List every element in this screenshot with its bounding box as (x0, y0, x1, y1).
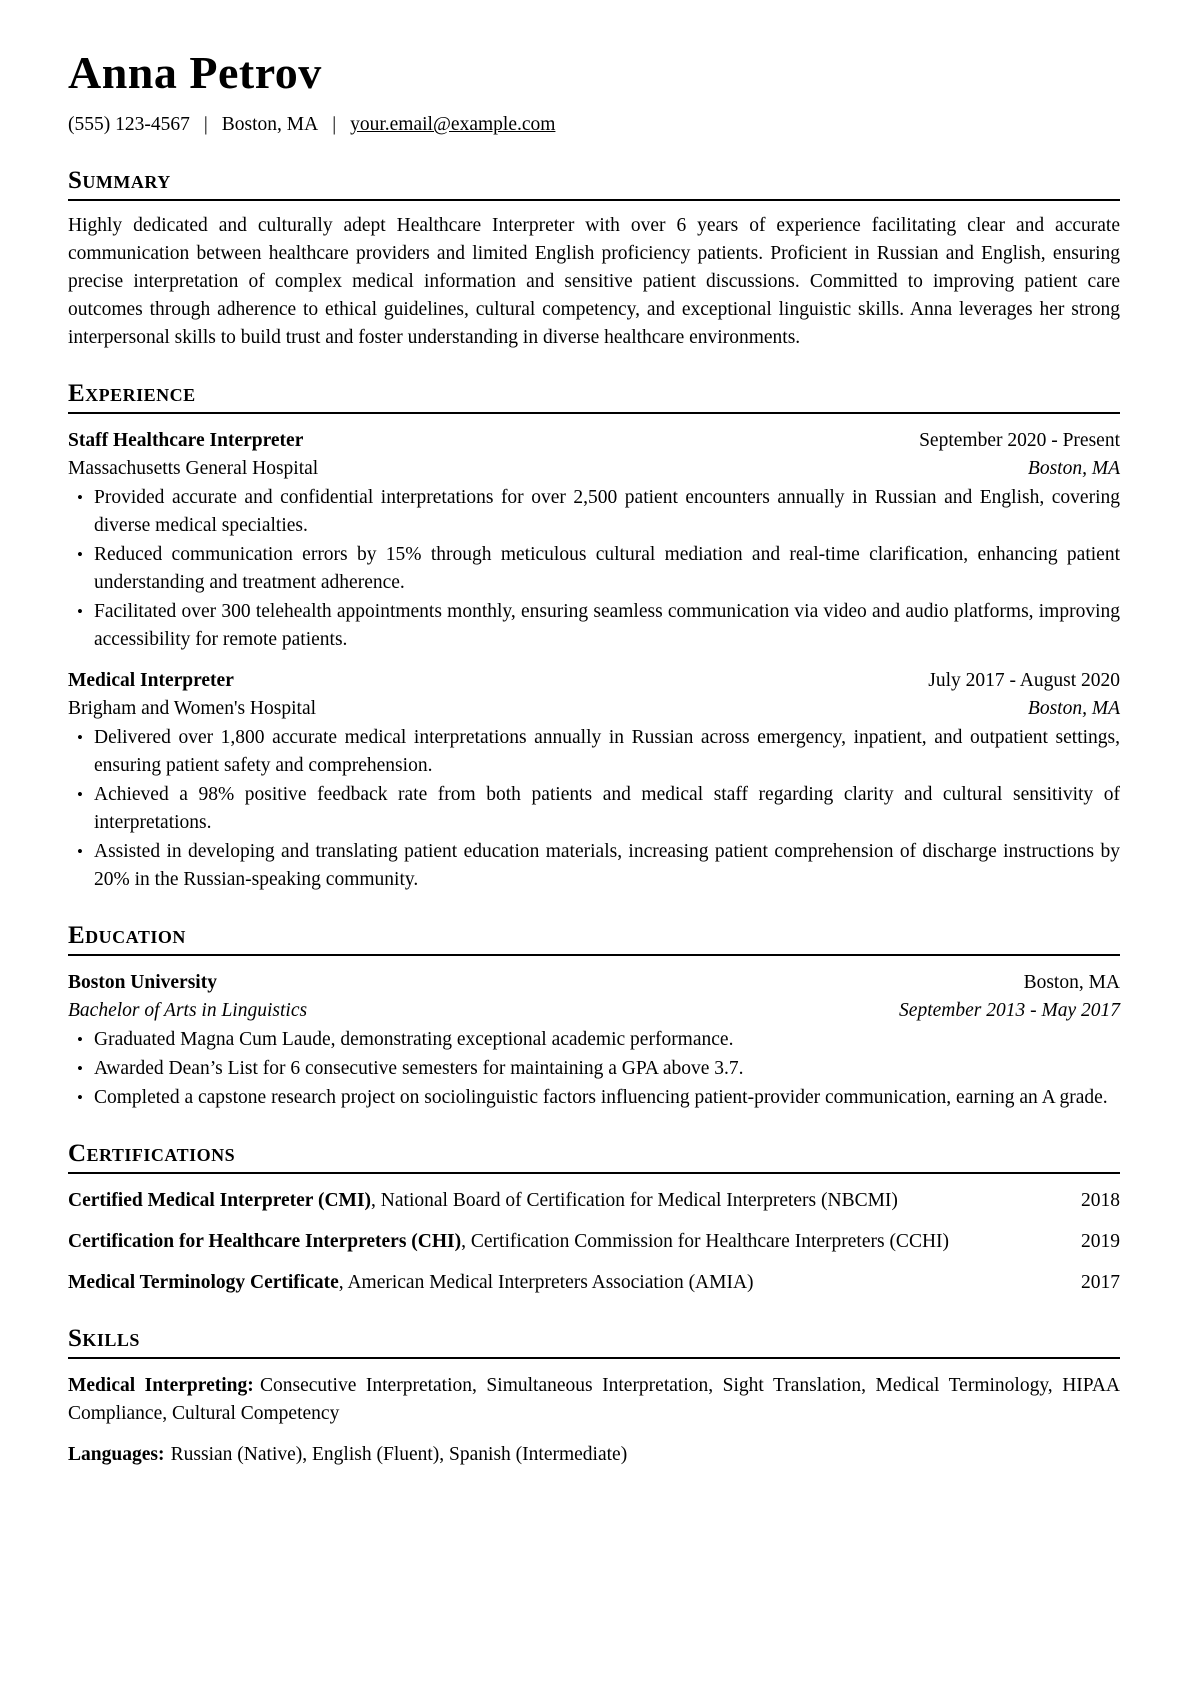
degree-name: Bachelor of Arts in Linguistics (68, 1000, 308, 1021)
bullet-text: Assisted in developing and translating patient education materials, increasing patient comprehension of discharge instructions by 20% in the Russian-speaking community. (94, 841, 1120, 890)
bullet-icon: • (77, 602, 83, 621)
job-title: Staff Healthcare Interpreter (68, 430, 304, 451)
certifications-section-title: Certifications (68, 1139, 1120, 1174)
email-link[interactable]: your.email@example.com (350, 114, 556, 135)
bullet-item (68, 1026, 1120, 1054)
job-entry (68, 667, 1120, 894)
education-dates: September 2013 - May 2017 (899, 1000, 1120, 1021)
skill-category-text: Russian (Native), English (Fluent), Spanish (Intermediate) (170, 1444, 628, 1465)
bullet-text: Facilitated over 300 telehealth appointments monthly, ensuring seamless communication via video and audio platforms, improving accessibility for remote patients. (94, 601, 1120, 650)
education-header-row (68, 969, 1120, 997)
phone-number: (555) 123-4567 (68, 114, 190, 135)
bullet-text: Provided accurate and confidential interpretations for over 2,500 patient encounters annually in Russian and English, covering diverse medical specialties. (94, 487, 1120, 536)
certification-year: 2019 (1081, 1231, 1120, 1252)
bullet-text: Completed a capstone research project on sociolinguistic factors influencing patient-provider communication, earning an A grade. (94, 1087, 1108, 1108)
bullet-item (68, 598, 1120, 654)
bullet-item (68, 724, 1120, 780)
certification-name: Medical Terminology Certificate (68, 1272, 339, 1293)
school-location: Boston, MA (1023, 972, 1120, 993)
certification-text (68, 1187, 1120, 1215)
separator: | (332, 114, 337, 135)
certification-issuer: , National Board of Certification for Medical Interpreters (NBCMI) (371, 1190, 898, 1211)
bullet-item (68, 781, 1120, 837)
bullet-icon: • (77, 1059, 83, 1078)
certification-text (68, 1269, 1120, 1297)
certification-issuer: , American Medical Interpreters Association (AMIA) (338, 1272, 754, 1293)
bullet-text: Reduced communication errors by 15% through meticulous cultural mediation and real-time clarification, enhancing patient understanding and treatment adherence. (94, 544, 1120, 593)
contact-location: Boston, MA (221, 114, 319, 135)
bullet-text: Awarded Dean’s List for 6 consecutive semesters for maintaining a GPA above 3.7. (94, 1058, 744, 1079)
education-entry (68, 969, 1120, 1112)
job-header-row (68, 427, 1120, 455)
job-bullet-list (68, 484, 1120, 654)
contact-line (68, 111, 1120, 139)
education-section-title: Education (68, 921, 1120, 956)
bullet-item (68, 541, 1120, 597)
certification-year: 2017 (1081, 1272, 1120, 1293)
resume-header (68, 48, 1120, 139)
bullet-icon: • (77, 842, 83, 861)
certification-name: Certification for Healthcare Interpreters (CHI) (68, 1231, 462, 1252)
certification-entry (68, 1187, 1120, 1215)
bullet-icon: • (77, 728, 83, 747)
bullet-item (68, 1055, 1120, 1083)
bullet-text: Achieved a 98% positive feedback rate from both patients and medical staff regarding clarity and cultural sensitivity of interpretations. (94, 784, 1120, 833)
skill-category-label: Medical Interpreting: (68, 1375, 254, 1396)
bullet-text: Graduated Magna Cum Laude, demonstrating exceptional academic performance. (94, 1029, 734, 1050)
bullet-text: Delivered over 1,800 accurate medical interpretations annually in Russian across emergency, inpatient, and outpatient settings, ensuring patient safety and comprehension. (94, 727, 1120, 776)
section-experience (68, 379, 1120, 894)
certification-issuer: , Certification Commission for Healthcare Interpreters (CCHI) (461, 1231, 950, 1252)
summary-section-title: Summary (68, 166, 1120, 201)
job-header-row (68, 667, 1120, 695)
bullet-item (68, 484, 1120, 540)
summary-text: Highly dedicated and culturally adept Healthcare Interpreter with over 6 years of experience facilitating clear and accurate communication between healthcare providers and limited English proficiency patients. Proficient in Russian and English, ensuring precise interpretation of complex medical information and sensitive patient discussions. Committed to improving patient care outcomes through adherence to ethical guidelines, cultural competency, and exceptional linguistic skills. Anna leverages her strong interpersonal skills to build trust and foster understanding in diverse healthcare environments. (68, 215, 1120, 348)
section-certifications (68, 1139, 1120, 1297)
job-dates: September 2020 - Present (919, 430, 1120, 451)
bullet-icon: • (77, 1030, 83, 1049)
job-bullet-list (68, 724, 1120, 894)
job-location: Boston, MA (1027, 458, 1120, 479)
bullet-icon: • (77, 488, 83, 507)
job-company: Massachusetts General Hospital (68, 458, 319, 479)
section-skills (68, 1324, 1120, 1469)
education-subheader-row (68, 997, 1120, 1025)
certification-text (68, 1228, 1120, 1256)
job-title: Medical Interpreter (68, 670, 234, 691)
experience-section-title: Experience (68, 379, 1120, 414)
section-education (68, 921, 1120, 1112)
skill-line (68, 1441, 1120, 1469)
skill-category-text: Consecutive Interpretation, Simultaneous Interpretation, Sight Translation, Medical Terminology, HIPAA Compliance, Cultural Competency (68, 1375, 1121, 1424)
bullet-icon: • (77, 785, 83, 804)
certification-entry (68, 1269, 1120, 1297)
certification-name: Certified Medical Interpreter (CMI) (68, 1190, 372, 1211)
job-subheader-row (68, 695, 1120, 723)
section-summary (68, 166, 1120, 352)
job-company: Brigham and Women's Hospital (68, 698, 317, 719)
bullet-item (68, 838, 1120, 894)
school-name: Boston University (68, 972, 217, 993)
bullet-item (68, 1084, 1120, 1112)
job-dates: July 2017 - August 2020 (928, 670, 1120, 691)
job-entry (68, 427, 1120, 654)
bullet-icon: • (77, 1088, 83, 1107)
skills-section-title: Skills (68, 1324, 1120, 1359)
skill-line (68, 1372, 1120, 1428)
bullet-icon: • (77, 545, 83, 564)
certification-year: 2018 (1081, 1190, 1120, 1211)
job-location: Boston, MA (1027, 698, 1120, 719)
certification-entry (68, 1228, 1120, 1256)
skill-category-label: Languages: (68, 1444, 165, 1465)
candidate-name: Anna Petrov (68, 47, 322, 98)
education-bullet-list (68, 1026, 1120, 1112)
separator: | (203, 114, 208, 135)
job-subheader-row (68, 455, 1120, 483)
